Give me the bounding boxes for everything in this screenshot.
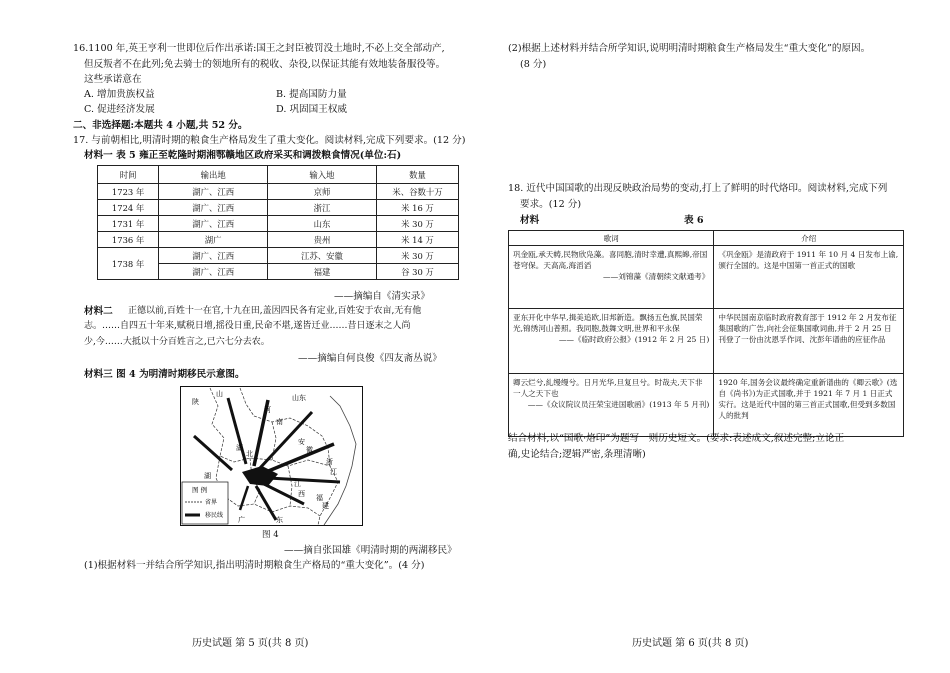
q16-option-b: B. 提高国防力量: [276, 89, 347, 100]
table-header: 时间: [98, 166, 159, 184]
table-header: 输入地: [268, 166, 377, 184]
table-header: 输出地: [159, 166, 268, 184]
table-cell: [509, 246, 714, 309]
table-cell: 米 14 万: [376, 232, 458, 248]
q16-stem-line3: 这些承诺意在: [84, 74, 142, 85]
table-cell: 1738 年: [98, 248, 159, 280]
table-cell: 米 30 万: [376, 216, 458, 232]
material-2-line2: 志。……自四五十年来,赋税日增,摇役日重,民命不堪,遂皆迁业……昔日逐末之人尚: [84, 321, 411, 331]
table-row: [98, 200, 459, 216]
source-3: ——摘自张国雄《明清时期的两湖移民》: [284, 545, 457, 556]
table-header-row: [98, 166, 459, 184]
lyric-source: ——《众议院议员汪荣宝进国歌函》(1913 年 5 月刊): [527, 400, 710, 409]
table-header: 介绍: [714, 231, 904, 246]
q17-sub-question-2-points: (8 分): [520, 59, 547, 70]
table-cell: 湖广、江西: [159, 200, 268, 216]
table-cell: 中华民国南京临时政府教育部于 1912 年 2 月发布征集国歌的广告,向社会征集国歌词曲,并于 2 月 25 日刊登了一份由沈恩孚作词、沈彭年谱曲的应征作品: [714, 309, 904, 374]
q17-stem: 17. 与前朝相比,明清时期的粮食生产格局发生了重大变化。阅读材料,完成下列要求。(12 分): [73, 135, 466, 146]
lyric-source: ——《临时政府公报》(1912 年 2 月 25 日): [558, 335, 710, 344]
q18-requirement-line1: 结合材料,以“国歌·烙印”为题写一则历史短文。(要求:表述成文,叙述完整;立论正: [508, 433, 845, 444]
map-label: 浙: [326, 458, 333, 466]
figure-caption: 图 4: [262, 530, 279, 540]
table-cell: 1731 年: [98, 216, 159, 232]
table-cell: 浙江: [268, 200, 377, 216]
q17-sub-question-2: (2)根据上述材料并结合所学知识,说明明清时期粮食生产格局发生“重大变化”的原因。: [508, 43, 871, 54]
map-label: 南: [276, 418, 283, 426]
table-cell: 山东: [268, 216, 377, 232]
table-cell: 1724 年: [98, 200, 159, 216]
table-row: [98, 248, 459, 264]
table-cell: 湖广、江西: [159, 184, 268, 200]
map-label: 东: [276, 516, 283, 524]
q16-option-a: A. 增加贵族权益: [84, 89, 155, 100]
table-cell: 米 30 万: [376, 248, 458, 264]
map-label: 江: [294, 480, 301, 488]
table-cell: 1723 年: [98, 184, 159, 200]
table-row: [509, 374, 904, 437]
lyric-source: ——刘锦藻《清朝续文献通考》: [603, 272, 710, 281]
map-label: 安: [298, 438, 305, 446]
map-label: 福: [316, 494, 323, 502]
table-row: [98, 232, 459, 248]
table-cell: 湖广、江西: [159, 264, 268, 280]
legend-province-label: 省界: [205, 499, 218, 506]
material-1-title: 材料一 表 5 雍正至乾隆时期湘鄂赣地区政府采买和调拨粮食情况(单位:石): [84, 150, 402, 161]
map-label: 北: [246, 450, 253, 458]
q16-stem-line1: 16.1100 年,英王亨利一世即位后作出承诺:国王之封臣被罚没土地时,不必上交全部动产,: [73, 43, 445, 54]
legend-migration-label: 移民线: [205, 512, 224, 519]
q18-stem-line1: 18. 近代中国国歌的出现反映政治局势的变动,打上了鲜明的时代烙印。阅读材料,完成下列: [508, 183, 888, 194]
table-row: [98, 184, 459, 200]
q16-option-d: D. 巩固国王权威: [276, 104, 348, 115]
q16-option-c: C. 促进经济发展: [84, 104, 155, 115]
table-cell: 1920 年,国务会议最终确定重新谱曲的《卿云歌》(选自《尚书》)为正式国歌,并于 1921 年 7 月 1 日正式实行。这是近代中国的第三首正式国歌,但受到多数国人的批判: [714, 374, 904, 437]
table-6: [508, 230, 904, 437]
table-cell: 谷 30 万: [376, 264, 458, 280]
table-header: 歌词: [509, 231, 714, 246]
table-cell: 京师: [268, 184, 377, 200]
table-cell: [509, 309, 714, 374]
table-cell: [509, 374, 714, 437]
table-6-title: 表 6: [684, 215, 704, 226]
source-2: ——摘编自何良俊《四友斋丛说》: [298, 353, 442, 364]
table-cell: 江苏、安徽: [268, 248, 377, 264]
table-header-row: [509, 231, 904, 246]
q17-sub-question-1: (1)根据材料一并结合所学知识,指出明清时期粮食生产格局的“重大变化”。(4 分): [84, 560, 425, 571]
table-row: [509, 309, 904, 374]
map-label: 广: [238, 516, 245, 524]
map-label: 湖: [204, 472, 211, 480]
lyric-text: 巩金瓯,承天帱,民物欣凫藻。喜同胞,清时幸遭,真熙皞,帝国苍穹保。天高高,海滔滔: [513, 250, 708, 270]
map-label: 山: [216, 390, 223, 398]
material-2-line3: 少,今……大抵以十分百姓言之,已六七分去农。: [84, 337, 270, 347]
table-cell: 1736 年: [98, 232, 159, 248]
page-footer: 历史试题 第 6 页(共 8 页): [632, 638, 749, 649]
q18-stem-line2: 要求。(12 分): [520, 199, 582, 210]
q18-requirement-line2: 确,史论结合;逻辑严密,条理清晰): [508, 449, 646, 460]
table-cell: 湖广、江西: [159, 216, 268, 232]
map-label: 河: [264, 406, 271, 414]
material-2-label: 材料二: [84, 306, 113, 317]
map-label: 徽: [306, 446, 313, 454]
table-cell: 米 16 万: [376, 200, 458, 216]
page-footer: 历史试题 第 5 页(共 8 页): [192, 638, 309, 649]
table-cell: 米、谷数十万: [376, 184, 458, 200]
table-5: [97, 165, 459, 280]
table-header: 数量: [376, 166, 458, 184]
right-page: [482, 0, 950, 673]
lyric-text: 卿云烂兮,糺缦缦兮。日月光华,旦复旦兮。时哉夫,天下非一人之天下也: [513, 378, 703, 398]
q18-material-label: 材料: [520, 215, 540, 226]
table-cell: 福建: [268, 264, 377, 280]
map-label: 陕: [192, 398, 199, 406]
table-row: [509, 246, 904, 309]
map-label: 湖: [236, 444, 243, 452]
material-2-line1: 正德以前,百姓十一在官,十九在田,盖因四民各有定业,百姓安于农亩,无有他: [128, 306, 422, 316]
map-label: 西: [298, 490, 305, 498]
table-cell: 湖广: [159, 232, 268, 248]
migration-map: [180, 386, 363, 526]
section-2-heading: 二、非选择题:本题共 4 小题,共 52 分。: [73, 120, 248, 131]
table-row: [98, 216, 459, 232]
legend-title: 图 例: [192, 486, 208, 494]
map-label: 建: [322, 502, 329, 510]
map-label: 江: [330, 468, 337, 476]
material-3-title: 材料三 图 4 为明清时期移民示意图。: [84, 369, 245, 380]
lyric-text: 亚东开化中华早,揖美追欧,旧邦新造。飘扬五色旗,民国荣光,锦绣河山普照。我同胞,鼓舞文明,世界和平永保: [513, 313, 703, 333]
table-cell: 湖广、江西: [159, 248, 268, 264]
table-cell: 贵州: [268, 232, 377, 248]
table-cell: 《巩金瓯》是清政府于 1911 年 10 月 4 日发布上谕,颁行全国的。这是中国第一首正式的国歌: [714, 246, 904, 309]
map-label: 山东: [292, 394, 306, 402]
source-1: ——摘编自《清实录》: [334, 291, 430, 302]
q16-stem-line2: 但反叛者不在此列;免去骑士的领地所有的税收、杂役,以保证其能有效地装备服役等。: [84, 59, 446, 70]
